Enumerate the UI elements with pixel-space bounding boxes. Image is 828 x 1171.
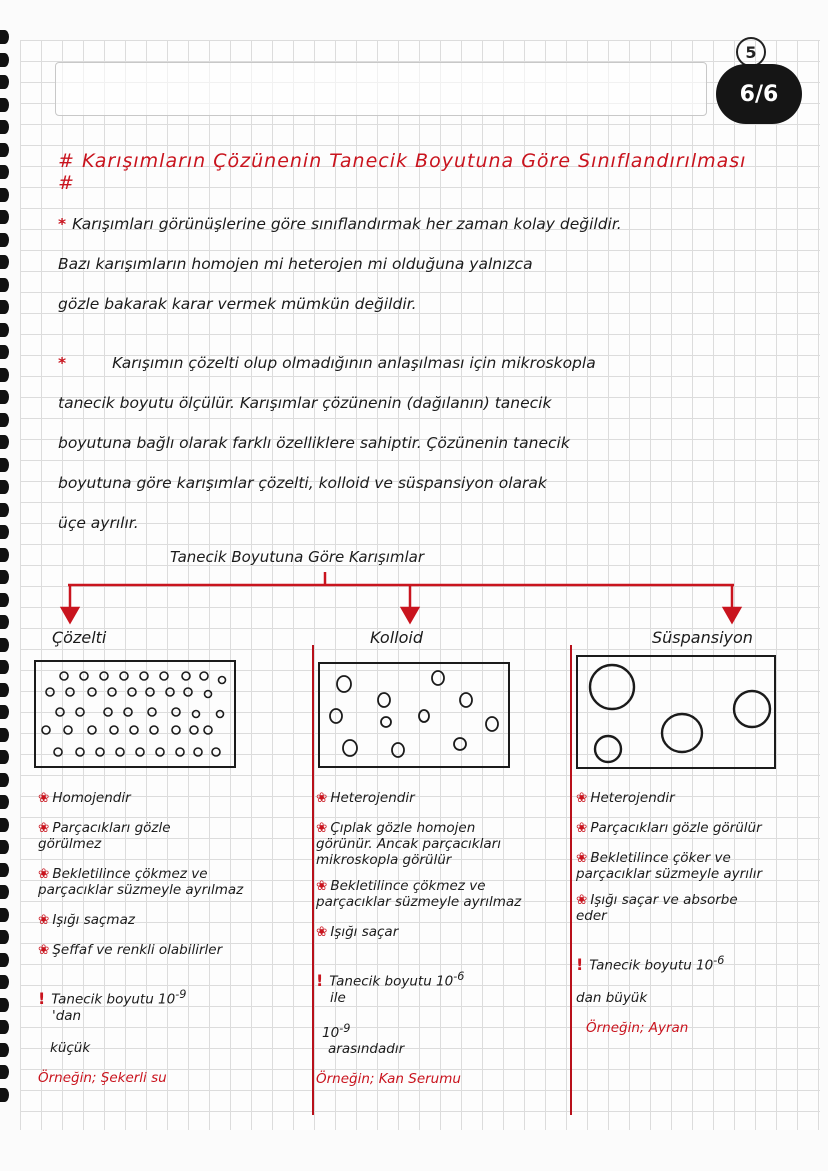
flower-bullet-icon: ❀ <box>38 790 50 806</box>
size-text: Tanecik boyutu 10 <box>329 973 454 990</box>
property-item: Homojendir <box>52 790 131 806</box>
flower-bullet-icon: ❀ <box>38 866 50 882</box>
explanation-line: Karışımın çözelti olup olmadığının anlaşılması için mikroskopla <box>112 354 596 372</box>
page-title: # Karışımların Çözünenin Tanecik Boyutuna Göre Sınıflandırılması # <box>58 150 747 194</box>
column-title-suspension: Süspansiyon <box>652 628 753 647</box>
property-item: Parçacıkları gözle görülür <box>590 820 762 836</box>
suspension-particle-box <box>576 655 776 769</box>
exclamation-icon: ! <box>38 988 46 1008</box>
explanation-line: boyutuna bağlı olarak farklı özelliklere sahiptir. Çözünenin tanecik <box>58 434 570 452</box>
property-item: Işığı saçmaz <box>52 912 135 928</box>
small-particles <box>36 662 234 766</box>
property-item: Işığı saçar <box>330 924 399 940</box>
size-line2: dan büyük <box>576 989 648 1006</box>
column-title-colloid: Kolloid <box>370 628 423 647</box>
asterisk-icon: * <box>58 354 67 372</box>
column-divider <box>312 645 314 1115</box>
property-item: Bekletilince çökmez ve parçacıklar süzmeyle ayrılmaz <box>316 878 522 910</box>
page-indicator-badge: 6/6 <box>716 64 802 124</box>
page-number-circle: 5 <box>736 37 766 67</box>
size-line2-base: 10 <box>322 1025 340 1041</box>
flower-bullet-icon: ❀ <box>38 912 50 928</box>
size-line2: arasındadır <box>328 1041 405 1057</box>
size-exponent: -9 <box>175 988 187 1001</box>
property-item: Işığı saçar ve absorbe eder <box>576 892 738 924</box>
explanation-line: üçe ayrılır. <box>58 514 139 532</box>
flower-bullet-icon: ❀ <box>316 790 328 806</box>
colloid-properties <box>316 790 568 1087</box>
suspension-properties <box>576 790 806 1036</box>
exclamation-icon: ! <box>316 970 324 990</box>
explanation-line: boyutuna göre karışımlar çözelti, kolloid ve süspansiyon olarak <box>58 474 547 492</box>
diagram-heading: Tanecik Boyutuna Göre Karışımlar <box>170 548 425 566</box>
arrow-down-icon <box>402 608 418 622</box>
flower-bullet-icon: ❀ <box>316 924 328 940</box>
size-line2-exponent: -9 <box>339 1021 351 1035</box>
property-item: Heterojendir <box>330 790 415 806</box>
size-line2: küçük <box>50 1039 91 1056</box>
size-suffix: 'dan <box>52 1007 82 1024</box>
column-title-solution: Çözelti <box>52 628 107 647</box>
arrow-down-icon <box>62 608 78 622</box>
explanation-line: tanecik boyutu ölçülür. Karışımlar çözünenin (dağılanın) tanecik <box>58 394 552 412</box>
solution-particle-box <box>34 660 236 768</box>
flower-bullet-icon: ❀ <box>38 942 50 958</box>
intro-line: gözle bakarak karar vermek mümkün değildir. <box>58 295 417 313</box>
flower-bullet-icon: ❀ <box>316 878 328 894</box>
size-exponent: -6 <box>713 954 725 967</box>
size-text: Tanecik boyutu 10 <box>589 957 714 974</box>
flower-bullet-icon: ❀ <box>576 820 588 836</box>
property-item: Çıplak gözle homojen görünür. Ancak parçacıkları mikroskopla görülür <box>316 820 501 868</box>
medium-particles <box>320 664 508 766</box>
solution-properties <box>38 790 308 1086</box>
size-text: Tanecik boyutu 10 <box>51 991 176 1008</box>
large-particles <box>578 657 774 767</box>
colloid-particle-box <box>318 662 510 768</box>
property-item: Bekletilince çökmez ve parçacıklar süzmeyle ayrılmaz <box>38 866 244 898</box>
property-item: Bekletilince çöker ve parçacıklar süzmeyle ayrılır <box>576 850 763 882</box>
intro-line: Karışımları görünüşlerine göre sınıflandırmak her zaman kolay değildir. <box>72 215 622 233</box>
exclamation-icon: ! <box>576 954 584 974</box>
size-exponent: -6 <box>453 970 465 983</box>
flower-bullet-icon: ❀ <box>576 892 588 908</box>
property-item: Parçacıkları gözle görülmez <box>38 820 171 852</box>
flower-bullet-icon: ❀ <box>576 850 588 866</box>
flower-bullet-icon: ❀ <box>316 820 328 836</box>
size-suffix: ile <box>330 989 346 1006</box>
example-text: Örneğin; Kan Serumu <box>316 1071 461 1087</box>
intro-line: Bazı karışımların homojen mi heterojen mi olduğuna yalnızca <box>58 255 533 273</box>
flower-bullet-icon: ❀ <box>576 790 588 806</box>
arrow-down-icon <box>724 608 740 622</box>
asterisk-icon: * <box>58 215 67 233</box>
example-text: Örneğin; Ayran <box>586 1019 689 1036</box>
property-item: Şeffaf ve renkli olabilirler <box>52 942 223 958</box>
property-item: Heterojendir <box>590 790 675 806</box>
example-text: Örneğin; Şekerli su <box>38 1069 167 1086</box>
column-divider <box>570 645 572 1115</box>
flower-bullet-icon: ❀ <box>38 820 50 836</box>
